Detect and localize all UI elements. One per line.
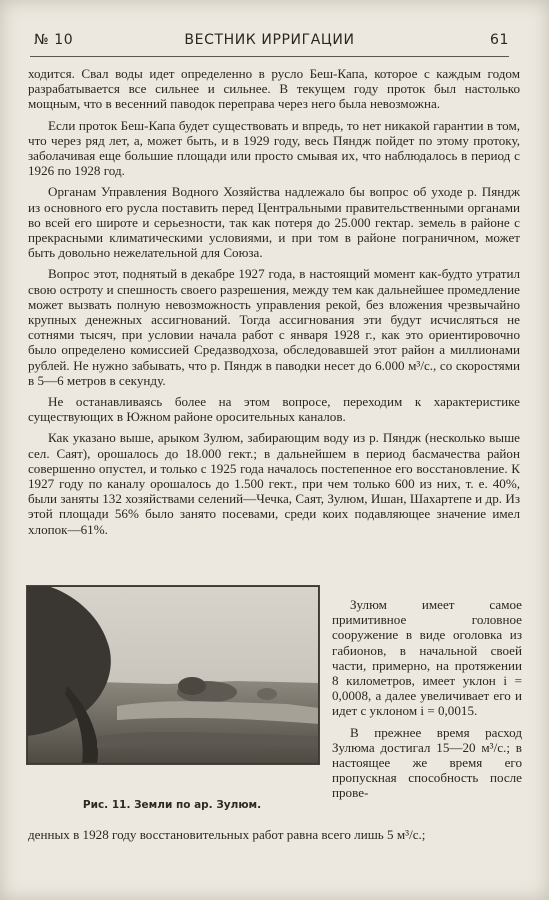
main-text <box>28 66 520 543</box>
running-header <box>30 30 509 52</box>
side-column-text <box>332 597 522 807</box>
figure-caption: Рис. 11. Земли по ар. Зулюм. <box>82 799 262 811</box>
figure-photo <box>26 585 320 765</box>
side-paragraph-2: В прежнее время расход Зулюма достигал 15—20 м³/с.; в настоящее же время его пропускная способность после прове- <box>332 724 522 801</box>
paragraph-5: Не останавливаясь более на этом вопросе, переходим к характеристике существующих в Южном районе оросительных каналов. <box>28 394 520 425</box>
page-number: 61 <box>489 32 509 48</box>
paragraph-2: Если проток Беш-Капа будет существовать и впредь, то нет никакой гарантии в том, что через ряд лет, а, может быть, и в 1929 году, весь Пяндж пойдет по этому протоку, заболачивая еще большие площади или просто смывая их, что наблюдалось в период с 1926 по 1928 год. <box>28 117 520 179</box>
paragraph-6: Как указано выше, арыком Зулюм, забирающим воду из р. Пяндж (несколько выше сел. Саят), орошалось до 18.000 гект.; в дальнейшем в период басмачества район совершенно опустел, и только с 1925 года началось постепенное его восстановление. К 1927 году по каналу орошалось до 1.500 гект., при чем только 600 из них, т. е. 40%, были заняты 132 хозяйствами селений—Чечка, Саят, Зулюм, Ишан, Шахартепе и др. Из этой площади 56% было занято посевами, среди коих подавляющее значение имел хлопок—61%. <box>28 430 520 537</box>
bottom-line-text: денных в 1928 году восстановительных работ равна всего лишь 5 м³/с.; <box>28 827 426 842</box>
paragraph-3: Органам Управления Водного Хозяйства надлежало бы вопрос об уходе р. Пяндж из основного его русла поставить перед Центральными правительственными органами во всей его широте и серьезности, так как потеря до 25.000 гектар. земель в районе с прекрасными климатическими условиями, и при том в районе пограничном, может быть довольно нежелательной для Союза. <box>28 184 520 261</box>
paragraph-1: ходится. Свал воды идет определенно в русло Беш-Капа, которое с каждым годом разрабатывается все сильнее и сильнее. В текущем году проток был настолько мощным, что в весенний паводок переправа через него была невозможна. <box>28 66 520 112</box>
side-paragraph-1: Зулюм имеет самое примитивное головное сооружение в виде оголовка из габионов, в начальной своей части, примерно, на протяжении 8 километров, имеет уклон i = 0,0008, а далее увеличивает его и идет с уклоном i = 0,0015. <box>332 597 522 719</box>
paragraph-4: Вопрос этот, поднятый в декабре 1927 года, в настоящий момент как-будто утратил свою остроту и спешность своего разрешения, между тем как дальнейшее промедление может вызвать полную невозможность управления рекой, без вложения чрезвычайно крупных денежных ассигнований. Тогда ассигнования эти будут исчисляться не сотнями тысяч, при условии начала работ с января 1928 г., как это ориентировочно было определено комиссией Средазводхоза, обследовавшей этот район а миллионами рублей. Не нужно забывать, что р. Пяндж в паводки несет до 6.000 м³/с., со скоростями в 5—6 метров в секунду. <box>28 266 520 388</box>
header-rule <box>30 56 509 57</box>
journal-title: ВЕСТНИК ИРРИГАЦИИ <box>184 32 355 48</box>
issue-number: № 10 <box>34 32 74 48</box>
landscape-photo <box>27 586 319 764</box>
